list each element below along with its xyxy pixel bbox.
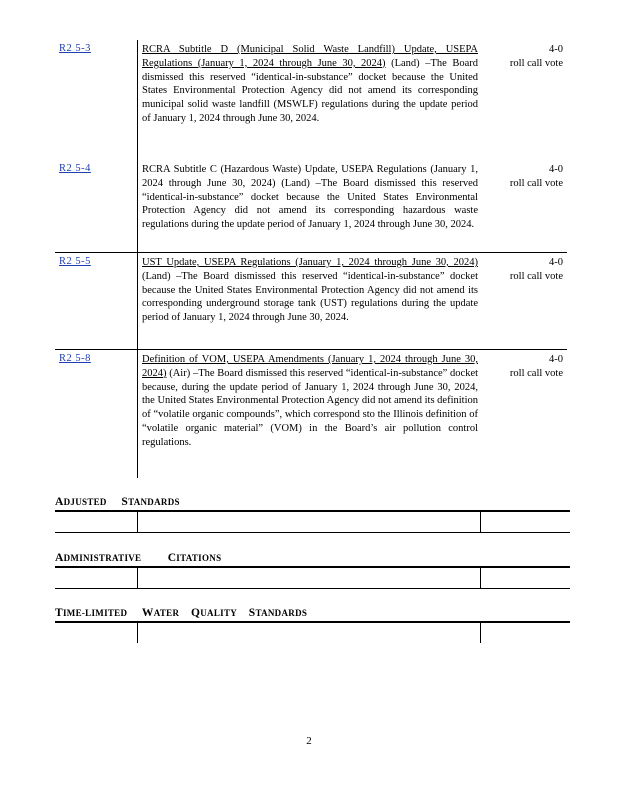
vote-result	[493, 163, 563, 191]
docket-category: (Land)	[281, 177, 310, 189]
docket-link[interactable]: R2 5-3	[59, 43, 91, 54]
docket-title: Definition of VOM, USEPA Amendments (January 1, 2024 through June 30, 2024)	[142, 354, 478, 379]
docket-category: (Air)	[169, 367, 191, 379]
docket-text: –The Board dismissed this reserved “identical-in-substance” docket because the United States Environmental Protection Agency did not amend its corresponding underground storage tank (UST) regulations during the update period of January 1, 2024 through June 30, 2024.	[142, 270, 479, 324]
docket-link[interactable]: R2 5-4	[59, 163, 91, 174]
docket-row	[55, 252, 567, 349]
vote-count: 4-0	[549, 164, 563, 175]
docket-text: –The Board dismissed this reserved “identical-in-substance” docket because the United States Environmental Protection Agency did not amend its corresponding hazardous waste regulations during the update period of January 1, 2024 through June 30, 2024.	[142, 177, 478, 231]
docket-title: UST Update, USEPA Regulations (January 1, 2024 through June 30, 2024)	[142, 257, 478, 268]
docket-description	[137, 40, 478, 160]
section-empty-row	[55, 568, 570, 589]
vote-type: roll call vote	[509, 270, 563, 282]
vote-type: roll call vote	[509, 367, 563, 379]
vote-result	[493, 256, 563, 284]
section-administrative-citations	[55, 552, 570, 589]
page-number: 2	[306, 735, 312, 747]
docket-title: RCRA Subtitle D (Municipal Solid Waste Landfill) Update, USEPA Regulations (January 1, 2024 through June 30, 2024)	[142, 44, 478, 69]
section-heading: ADJUSTED STANDARDS	[55, 496, 180, 508]
section-heading: TIME-LIMITED WATER QUALITY STANDARDS	[55, 607, 308, 619]
docket-link[interactable]: R2 5-5	[59, 256, 91, 267]
section-adjusted-standards	[55, 496, 570, 533]
dockets-table	[55, 40, 567, 478]
docket-row	[55, 349, 567, 478]
vote-type: roll call vote	[509, 177, 563, 189]
section-empty-row	[55, 512, 570, 533]
vote-result	[493, 43, 563, 71]
docket-category: (Land)	[391, 57, 420, 69]
docket-text: –The Board dismissed this reserved “identical-in-substance” docket because the United States Environmental Protection Agency did not amend its corresponding municipal solid waste landfill (MSWLF) regulations during the update period of January 1, 2024 through June 30, 2024.	[142, 57, 478, 124]
vote-type: roll call vote	[509, 57, 563, 69]
section-empty-row	[55, 623, 570, 643]
section-heading: ADMINISTRATIVE CITATIONS	[55, 552, 222, 564]
docket-description	[137, 160, 478, 252]
docket-row	[55, 160, 567, 252]
docket-text: –The Board dismissed this reserved “identical-in-substance” docket because, during the update period of January 1, 2024 through June 30, 2024, the United States Environmental Protection Agency did not amend its definition of “volatile organic compounds”, which correspond sto the Illinois definition of “volatile organic material” (VOM) in the Board’s air pollution control regulations.	[142, 367, 479, 448]
docket-row	[55, 40, 567, 160]
vote-count: 4-0	[549, 257, 563, 268]
section-time-limited-wqs	[55, 607, 570, 643]
docket-link[interactable]: R2 5-8	[59, 353, 91, 364]
docket-description	[137, 253, 478, 349]
vote-count: 4-0	[549, 44, 563, 55]
docket-title: RCRA Subtitle C (Hazardous Waste) Update, USEPA Regulations (January 1, 2024 through June 30, 2024)	[142, 164, 478, 189]
docket-category: (Land)	[142, 270, 171, 282]
docket-description	[137, 350, 478, 478]
vote-count: 4-0	[549, 354, 563, 365]
vote-result	[493, 353, 563, 381]
